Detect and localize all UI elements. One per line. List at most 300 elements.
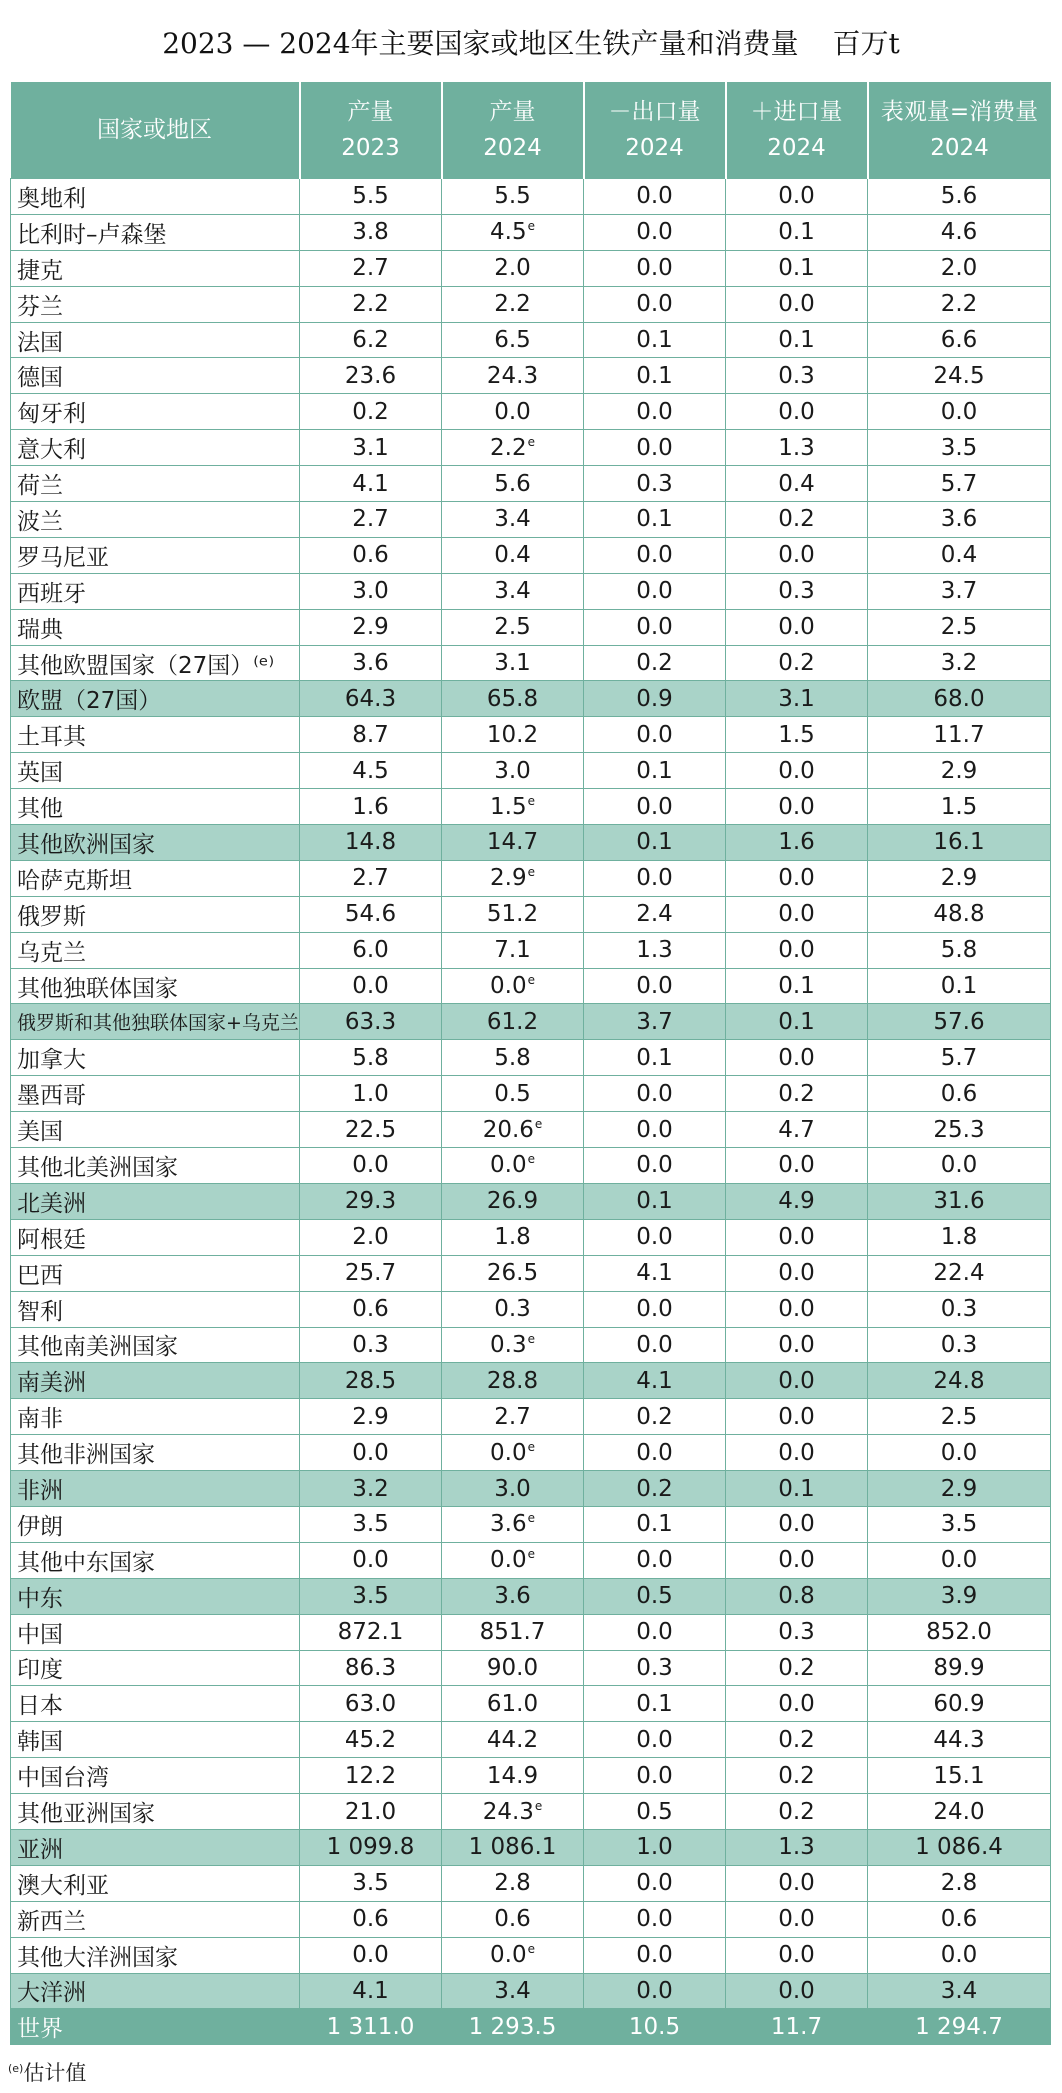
value-text: 2.9 [940,1475,978,1502]
value-cell [584,1327,726,1363]
value-text: 1.5 [778,721,815,748]
value-text: 0.0 [778,1906,815,1933]
value-cell [300,1004,442,1040]
value-cell [442,645,584,681]
value-text: 44.2 [486,1726,539,1753]
value-text: 0.0 [778,1403,815,1430]
value-text: 851.7 [479,1619,546,1646]
value-text: 0.0 [494,398,531,425]
value-cell [442,896,584,932]
value-cell [726,1148,868,1184]
value-text: 0.0 [778,1331,815,1358]
value-cell [442,753,584,789]
value-cell [442,1578,584,1614]
value-text: 45.2 [344,1726,397,1753]
value-text: 0.0 [778,1367,815,1394]
value-cell [300,430,442,466]
value-text: 3.5 [352,1511,389,1538]
region-name-cell: 北美洲 [11,1183,300,1219]
value-cell [300,1471,442,1507]
value-cell [442,1758,584,1794]
value-text: 0.0 [636,1547,673,1574]
value-text: 1.8 [940,1224,978,1251]
value-cell [868,1578,1051,1614]
value-text: 0.1 [636,327,673,353]
value-text: 0.4 [494,542,531,569]
value-text: 4.7 [778,1116,815,1143]
table-row [11,1076,1051,1112]
region-name-cell: 巴西 [11,1255,300,1291]
value-text: 3.4 [494,578,531,605]
value-cell [442,1937,584,1973]
value-text: 0.8 [778,1583,815,1610]
value-cell [442,789,584,825]
value-cell [442,1794,584,1830]
value-text: 0.3 [940,1331,978,1358]
value-cell [726,1794,868,1830]
table-row [11,1291,1051,1327]
table-row [11,753,1051,789]
value-cell [868,1542,1051,1578]
value-text: 0.1 [778,255,815,282]
col-header-line2: 2024 [767,135,826,161]
value-text: 63.3 [344,1008,397,1035]
value-cell [584,1650,726,1686]
value-cell [868,1614,1051,1650]
col-header-export-2024 [584,82,726,179]
value-text: 61.0 [486,1690,539,1717]
value-cell [726,789,868,825]
value-text: 0.0 [778,1870,815,1897]
unit-label: 百万t [832,27,900,60]
table-row [11,1542,1051,1578]
value-cell [868,860,1051,896]
value-cell [300,645,442,681]
value-cell [868,322,1051,358]
value-cell [726,537,868,573]
value-text: 0.1 [636,1044,673,1071]
value-text: 0.0 [778,1977,815,2004]
region-name-cell: 中国台湾 [11,1758,300,1794]
value-text: 0.1 [636,1511,673,1538]
value-cell [300,932,442,968]
value-text: 0.0 [636,1331,673,1358]
value-cell [726,968,868,1004]
value-cell [868,1004,1051,1040]
value-text: 0.0 [636,721,673,748]
table-row [11,860,1051,896]
value-cell [868,286,1051,322]
value-text: 2.4 [636,901,673,928]
value-cell [584,717,726,753]
value-cell [442,214,584,250]
value-text: 8.7 [352,721,389,748]
data-table [10,82,1051,2045]
value-text: 4.5 [490,219,527,246]
value-text: 0.2 [778,1726,815,1753]
table-row [11,537,1051,573]
value-cell [726,1471,868,1507]
value-text: 0.6 [940,1906,978,1933]
value-text: 14.9 [486,1762,539,1789]
region-name-cell: 乌克兰 [11,932,300,968]
value-cell [300,179,442,215]
value-text: 0.0 [940,1152,978,1179]
value-text: 1.0 [636,1834,673,1861]
value-text: 0.0 [352,1439,389,1466]
value-cell [300,681,442,717]
value-cell [442,1112,584,1148]
value-cell [584,1758,726,1794]
value-cell [726,1650,868,1686]
value-text: 2.2 [494,291,531,318]
col-header-line1: 国家或地区 [97,117,212,143]
value-cell [726,1901,868,1937]
value-cell [726,502,868,538]
col-header-import-2024 [726,82,868,179]
table-row [11,1399,1051,1435]
value-cell [726,1435,868,1471]
value-cell [868,2009,1051,2045]
value-text: 23.6 [344,362,397,389]
value-text: 3.2 [940,650,978,677]
value-text: 0.0 [778,901,815,928]
value-text: 0.0 [636,865,673,892]
value-cell [442,1399,584,1435]
region-name-cell: 罗马尼亚 [11,537,300,573]
region-name-cell: 其他南美洲国家 [11,1327,300,1363]
table-row [11,1937,1051,1973]
value-text: 0.1 [940,973,978,1000]
value-text: 24.3 [482,1798,534,1825]
table-row [11,573,1051,609]
value-cell [726,896,868,932]
value-text: 2.0 [352,1224,389,1251]
value-cell [584,1865,726,1901]
value-text: 5.8 [352,1044,389,1071]
value-cell [726,932,868,968]
col-header-line1: 产量 [347,99,394,125]
value-cell [584,1722,726,1758]
region-name-cell: 其他欧盟国家（27国）⁽ᵉ⁾ [11,645,300,681]
value-text: 0.0 [778,183,815,210]
value-cell [442,502,584,538]
value-cell [442,968,584,1004]
value-cell [300,1937,442,1973]
region-name-cell: 墨西哥 [11,1076,300,1112]
region-name-cell: 匈牙利 [11,394,300,430]
value-cell [300,537,442,573]
value-cell [300,1829,442,1865]
value-cell [300,502,442,538]
value-text: 11.7 [770,2013,823,2040]
value-cell [726,1973,868,2009]
value-cell [726,1255,868,1291]
value-text: 0.0 [940,398,978,425]
value-text: 0.0 [352,1547,389,1574]
value-cell [300,1722,442,1758]
value-cell [868,1040,1051,1076]
value-cell [584,1794,726,1830]
table-title [0,22,1062,62]
value-cell [868,1865,1051,1901]
value-cell [868,1829,1051,1865]
table-row [11,502,1051,538]
value-text: 0.2 [778,506,815,533]
value-text: 12.2 [344,1762,397,1789]
region-name-cell: 阿根廷 [11,1219,300,1255]
value-text: 3.8 [352,219,389,246]
value-cell [726,1327,868,1363]
value-cell [868,753,1051,789]
value-cell [868,789,1051,825]
value-text: 6.0 [352,937,389,964]
value-cell [584,1542,726,1578]
region-name-cell: 其他北美洲国家 [11,1148,300,1184]
value-cell [726,1112,868,1148]
table-row [11,1435,1051,1471]
value-cell [868,1506,1051,1542]
value-text: 21.0 [344,1798,397,1825]
value-cell [442,1650,584,1686]
value-text: 2.2 [352,291,389,318]
value-cell [868,1435,1051,1471]
value-cell [300,1435,442,1471]
region-name-cell: 奥地利 [11,179,300,215]
value-text: 90.0 [486,1654,539,1681]
value-text: 1.3 [778,434,815,461]
value-cell [726,322,868,358]
value-text: 0.0 [636,1116,673,1143]
value-text: 0.1 [636,506,673,533]
value-text: 4.1 [636,1260,673,1287]
value-text: 3.7 [940,578,978,605]
value-text: 0.0 [778,614,815,641]
value-cell [300,1758,442,1794]
value-cell [300,753,442,789]
value-cell [442,1542,584,1578]
value-text: 5.7 [940,1044,978,1071]
value-text: 0.0 [636,255,673,282]
value-text: 0.5 [636,1798,673,1825]
value-cell [300,1650,442,1686]
region-name-cell: 南非 [11,1399,300,1435]
value-text: 0.0 [778,1439,815,1466]
value-text: 26.5 [486,1260,539,1287]
table-row [11,1794,1051,1830]
region-name-cell: 日本 [11,1686,300,1722]
value-cell [584,1901,726,1937]
value-cell [868,1363,1051,1399]
value-text: 0.0 [778,865,815,892]
value-cell [726,1076,868,1112]
value-text: 2.8 [494,1870,531,1897]
value-text: 0.3 [778,578,815,605]
table-row [11,430,1051,466]
table-row [11,1901,1051,1937]
value-cell [300,1794,442,1830]
value-text: 4.1 [352,1977,389,2004]
table-row [11,1040,1051,1076]
value-cell [300,825,442,861]
value-cell [726,717,868,753]
value-text: 0.0 [778,1296,815,1323]
value-cell [442,860,584,896]
value-text: 0.0 [778,398,815,425]
value-text: 0.1 [778,327,815,353]
region-name-cell: 非洲 [11,1471,300,1507]
value-text: 5.8 [494,1044,531,1071]
value-text: 54.6 [344,901,397,928]
region-name-cell: 美国 [11,1112,300,1148]
estimate-mark: e [527,434,535,449]
value-cell [442,1183,584,1219]
value-cell [868,932,1051,968]
footnote-mark: (e) [8,2062,24,2075]
value-text: 0.2 [636,1403,673,1430]
value-text: 0.0 [778,1942,815,1969]
table-row [11,1219,1051,1255]
subtotal-row [11,825,1051,861]
value-cell [726,860,868,896]
region-name-cell: 其他欧洲国家 [11,825,300,861]
value-text: 0.0 [636,1080,673,1107]
value-cell [584,322,726,358]
value-text: 4.6 [940,219,978,246]
col-header-line1: ＋进口量 [750,99,843,125]
table-row [11,1506,1051,1542]
value-text: 64.3 [344,685,397,712]
value-cell [868,1722,1051,1758]
value-text: 1.5 [490,793,527,820]
value-text: 3.0 [352,578,389,605]
value-text: 86.3 [344,1654,397,1681]
value-text: 2.7 [352,255,389,282]
value-text: 3.0 [494,757,531,784]
value-cell [442,1435,584,1471]
region-name-cell: 世界 [11,2009,300,2045]
region-name-cell: 韩国 [11,1722,300,1758]
value-cell [300,250,442,286]
value-text: 1 294.7 [915,2013,1003,2040]
value-cell [868,1901,1051,1937]
value-cell [300,1112,442,1148]
value-text: 1 293.5 [468,2013,557,2040]
value-cell [442,717,584,753]
value-cell [442,825,584,861]
value-cell [726,394,868,430]
value-cell [726,179,868,215]
col-header-line2: 2024 [625,135,684,161]
value-cell [584,1040,726,1076]
value-text: 0.0 [352,973,389,1000]
estimate-mark: e [527,793,535,808]
value-text: 0.0 [636,542,673,569]
value-text: 51.2 [486,901,539,928]
value-text: 0.6 [940,1080,978,1107]
value-text: 0.0 [490,1547,527,1574]
table-row [11,466,1051,502]
value-cell [300,466,442,502]
value-cell [726,214,868,250]
region-name-cell: 波兰 [11,502,300,538]
value-text: 24.8 [933,1367,985,1394]
value-text: 0.0 [636,973,673,1000]
value-cell [442,1506,584,1542]
footnote [8,2057,86,2087]
value-cell [584,1435,726,1471]
value-cell [868,968,1051,1004]
value-text: 0.0 [778,1152,815,1179]
value-cell [726,358,868,394]
value-cell [442,286,584,322]
value-text: 0.0 [778,1511,815,1538]
value-text: 3.0 [494,1475,531,1502]
value-cell [442,2009,584,2045]
value-cell [584,1363,726,1399]
value-text: 0.0 [636,1726,673,1753]
value-cell [442,1076,584,1112]
value-text: 44.3 [933,1726,985,1753]
value-text: 14.8 [344,829,397,856]
value-cell [726,1686,868,1722]
value-cell [868,717,1051,753]
value-text: 3.1 [778,685,815,712]
value-text: 0.0 [778,1547,815,1574]
value-cell [726,430,868,466]
estimate-mark: e [534,1116,543,1131]
value-cell [442,1040,584,1076]
value-text: 0.0 [778,1260,815,1287]
value-cell [300,358,442,394]
subtotal-row [11,1578,1051,1614]
table-row [11,1327,1051,1363]
value-cell [300,1040,442,1076]
value-text: 0.3 [636,1654,673,1681]
value-cell [868,573,1051,609]
value-cell [442,430,584,466]
value-text: 0.2 [778,650,815,677]
estimate-mark: e [527,1152,535,1167]
value-text: 3.1 [352,434,389,461]
value-cell [868,825,1051,861]
value-cell [584,1255,726,1291]
value-text: 0.3 [778,1619,815,1646]
value-text: 0.1 [636,829,673,856]
value-text: 28.5 [344,1367,397,1394]
table-row [11,214,1051,250]
value-cell [300,1542,442,1578]
value-cell [584,932,726,968]
value-cell [726,1040,868,1076]
value-cell [442,1327,584,1363]
value-text: 3.5 [940,1511,978,1538]
value-text: 0.3 [352,1331,389,1358]
value-cell [584,573,726,609]
value-cell [442,1901,584,1937]
region-name-cell: 南美洲 [11,1363,300,1399]
value-cell [726,1542,868,1578]
value-cell [442,1004,584,1040]
value-cell [442,179,584,215]
value-text: 3.6 [494,1583,531,1610]
region-name-cell: 德国 [11,358,300,394]
value-text: 2.9 [352,614,389,641]
value-text: 4.5 [352,757,389,784]
value-cell [442,1829,584,1865]
value-text: 0.0 [636,1224,673,1251]
value-text: 3.9 [940,1583,978,1610]
